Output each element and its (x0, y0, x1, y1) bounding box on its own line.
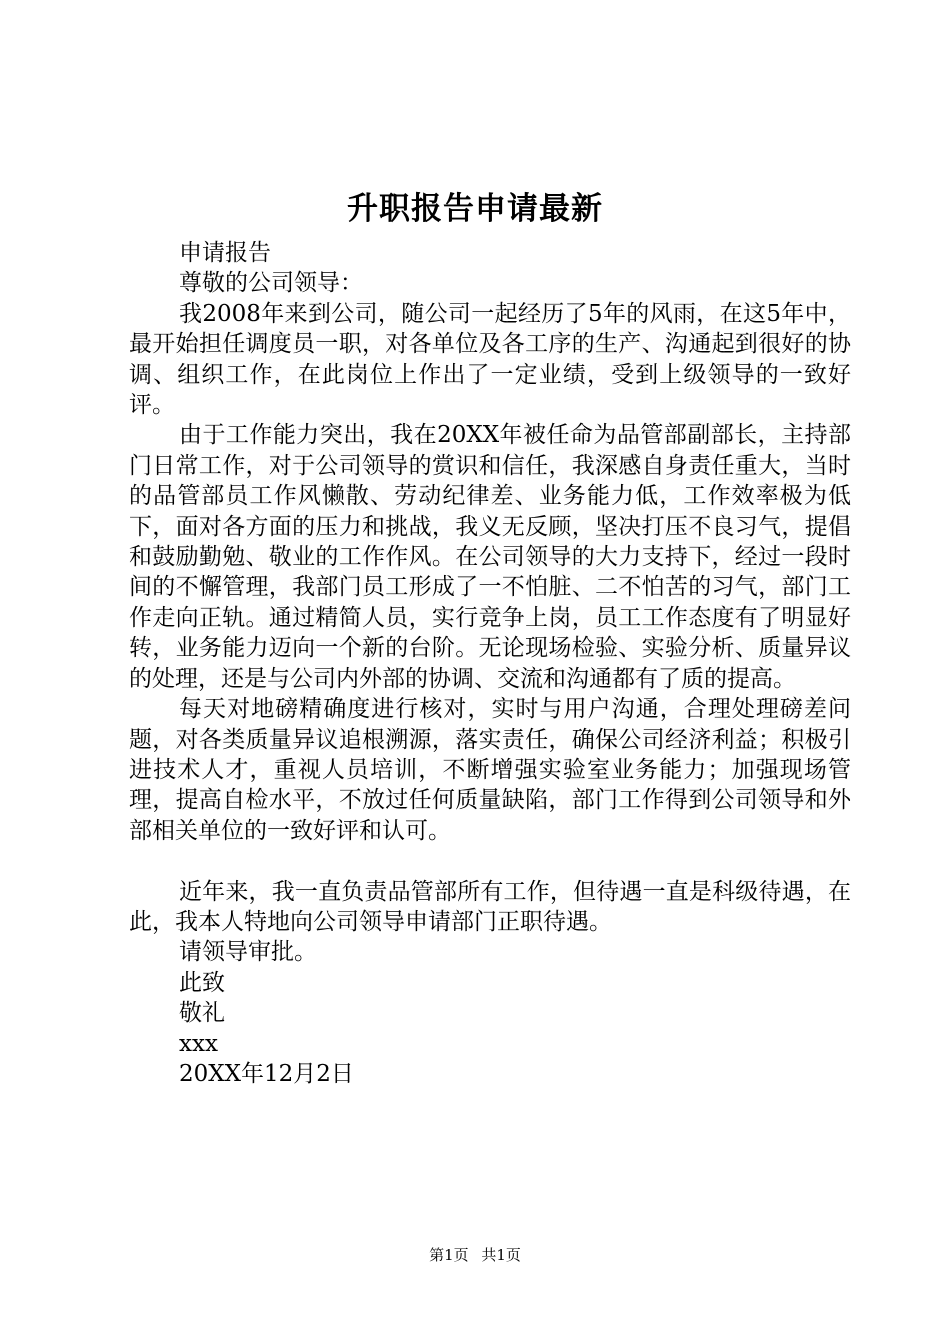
salutation: 尊敬的公司领导： (179, 270, 363, 297)
document-title: 升职报告申请最新 (347, 191, 603, 227)
body-paragraph: 每天对地磅精确度进行核对，实时与用户沟通，合理处理磅差问题，对各类质量异议追根溯源，落实责任，确保公司经济利益；积极引进技术人才，重视人员培训，不断增强实验室业务能力；加强现场管理，提高自检水平，不放过任何质量缺陷，部门工作得到公司领导和外部相关单位的一致好评和认可。 (129, 696, 851, 844)
request-line: 请领导审批。 (179, 939, 317, 966)
subject-line: 申请报告 (179, 240, 271, 266)
closing-line: 此致 (179, 969, 225, 996)
signature-name: xxx (179, 1030, 218, 1057)
body-paragraph: 近年来，我一直负责品管部所有工作，但待遇一直是科级待遇，在此，我本人特地向公司领导申请部门正职待遇。 (129, 878, 851, 935)
blank-line (129, 846, 851, 876)
body-paragraph: 我2008年来到公司，随公司一起经历了5年的风雨，在这5年中，最开始担任调度员一职，对各单位及各工序的生产、沟通起到很好的协调、组织工作，在此岗位上作出了一定业绩，受到上级领导的一致好评。 (129, 300, 851, 419)
document-body (129, 238, 851, 1089)
signature-date: 20XX年12月2日 (179, 1060, 354, 1087)
page-footer (0, 1244, 950, 1266)
closing-salute: 敬礼 (179, 1000, 225, 1027)
page-total: 共1页 (481, 1246, 521, 1264)
page-number: 第1页 (429, 1246, 469, 1264)
body-paragraph: 由于工作能力突出，我在20XX年被任命为品管部副部长，主持部门日常工作，对于公司领导的赏识和信任，我深感自身责任重大，当时的品管部员工作风懒散、劳动纪律差、业务能力低，工作效率极为低下，面对各方面的压力和挑战，我义无反顾，坚决打压不良习气，提倡和鼓励勤勉、敬业的工作作风。在公司领导的大力支持下，经过一段时间的不懈管理，我部门员工形成了一不怕脏、二不怕苦的习气，部门工作走向正轨。通过精简人员，实行竞争上岗，员工工作态度有了明显好转，业务能力迈向一个新的台阶。无论现场检验、实验分析、质量异议的处理，还是与公司内外部的协调、交流和沟通都有了质的提高。 (129, 422, 851, 692)
